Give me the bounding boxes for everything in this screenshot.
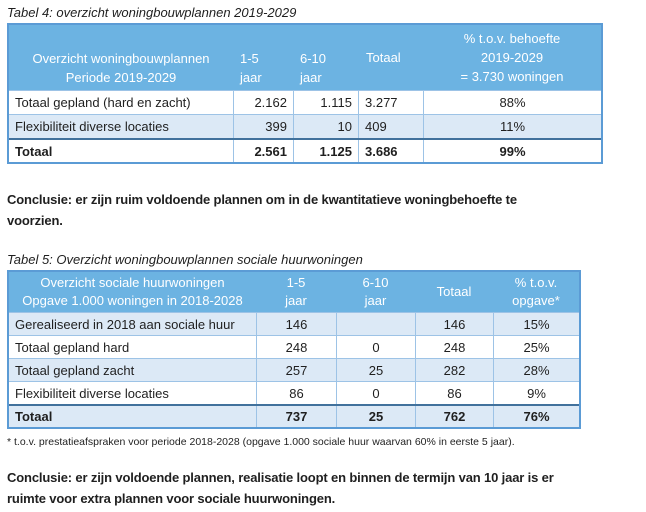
cell-totaal: 762 [415, 406, 493, 427]
cell-totaal: 3.686 [358, 140, 423, 162]
table4-header-row [9, 25, 601, 90]
cell-6-10-jaar: 1.115 [293, 91, 358, 114]
table5-title: Tabel 5: Overzicht woningbouwplannen sociale huurwoningen [7, 252, 363, 267]
table5-header-pct-line1: % t.o.v. [514, 275, 558, 290]
row-label: Totaal gepland hard [15, 339, 130, 355]
table4-header-totaal [358, 25, 423, 90]
row-label: Totaal [15, 143, 53, 159]
table4-header-percentage [423, 25, 601, 90]
cell-percentage: 11% [423, 115, 601, 138]
cell-6-10-jaar: 25 [336, 359, 415, 381]
table5-row-gepland-zacht [9, 358, 579, 381]
table4-header-6-10: 6-10 [300, 51, 327, 66]
conclusion-2-line1: Conclusie: er zijn voldoende plannen, realisatie loopt en binnen de termijn van 10 jaar is er [7, 470, 554, 485]
cell-1-5-jaar: 86 [256, 382, 336, 404]
table4-row-gepland [9, 90, 601, 114]
cell-1-5-jaar: 399 [233, 115, 293, 138]
table5-header-totaal [415, 272, 493, 312]
row-label: Totaal gepland (hard en zacht) [15, 95, 191, 110]
cell-6-10-jaar [336, 313, 415, 335]
table4-header-overview [9, 25, 233, 90]
cell-1-5-jaar: 248 [256, 336, 336, 358]
conclusion-1-line1: Conclusie: er zijn ruim voldoende plannen om in de kwantitatieve woningbehoefte te [7, 192, 517, 207]
table5 [7, 270, 581, 429]
table5-row-totaal [9, 404, 579, 427]
table4-header-1-5: 1-5 [240, 51, 259, 66]
row-label: Flexibiliteit diverse locaties [15, 119, 169, 134]
table5-header-row [9, 272, 579, 312]
cell-6-10-jaar: 0 [336, 336, 415, 358]
cell-percentage: 28% [493, 359, 579, 381]
table4-title: Tabel 4: overzicht woningbouwplannen 2019-2029 [7, 5, 297, 20]
cell-1-5-jaar: 146 [256, 313, 336, 335]
table5-header-1-5-jaar [256, 272, 336, 312]
table4-row-totaal [9, 138, 601, 162]
cell-percentage: 99% [423, 140, 601, 162]
table5-header-pct-line2: opgave* [512, 293, 560, 308]
cell-1-5-jaar: 257 [256, 359, 336, 381]
cell-totaal: 146 [415, 313, 493, 335]
table5-header-overview [9, 272, 256, 312]
table5-header-6-10-jaar [336, 272, 415, 312]
table4-row-flexibiliteit [9, 114, 601, 138]
cell-1-5-jaar: 737 [256, 406, 336, 427]
cell-1-5-jaar: 2.561 [233, 140, 293, 162]
row-label: Gerealiseerd in 2018 aan sociale huur [15, 316, 235, 332]
cell-percentage: 15% [493, 313, 579, 335]
cell-percentage: 25% [493, 336, 579, 358]
row-label: Flexibiliteit diverse locaties [15, 385, 169, 401]
table4-header-1-5-jaar [233, 25, 293, 90]
table4-header-totaal-label: Totaal [366, 50, 401, 65]
table5-header-1-5-unit: jaar [285, 293, 307, 308]
table5-footnote: * t.o.v. prestatieafspraken voor periode 2018-2028 (opgave 1.000 sociale huur waarvan 60% in eerste 5 jaar). [7, 436, 515, 448]
table4-header-6-10-unit: jaar [300, 70, 322, 85]
cell-totaal: 3.277 [358, 91, 423, 114]
table4-header-overview-line1: Overzicht woningbouwplannen [32, 51, 210, 66]
table5-row-flexibiliteit [9, 381, 579, 404]
table5-header-1-5: 1-5 [286, 275, 306, 290]
cell-percentage: 76% [493, 406, 579, 427]
cell-1-5-jaar: 2.162 [233, 91, 293, 114]
table4 [7, 23, 603, 164]
conclusion-1 [7, 189, 646, 231]
table4-header-6-10-jaar [293, 25, 358, 90]
table5-row-gerealiseerd [9, 312, 579, 335]
table4-header-pct-line1: % t.o.v. behoefte [463, 31, 561, 46]
table5-header-overview-line2: Opgave 1.000 woningen in 2018-2028 [22, 293, 243, 308]
cell-totaal: 86 [415, 382, 493, 404]
cell-totaal: 282 [415, 359, 493, 381]
cell-6-10-jaar: 25 [336, 406, 415, 427]
cell-percentage: 88% [423, 91, 601, 114]
row-label: Totaal gepland zacht [15, 362, 135, 378]
row-label: Totaal [15, 409, 53, 424]
cell-6-10-jaar: 0 [336, 382, 415, 404]
table5-header-overview-line1: Overzicht sociale huurwoningen [40, 275, 225, 290]
table4-header-pct-line3: = 3.730 woningen [460, 69, 564, 84]
table5-header-6-10: 6-10 [362, 275, 389, 290]
table5-header-6-10-unit: jaar [364, 293, 387, 308]
conclusion-2-line2: ruimte voor extra plannen voor sociale huurwoningen. [7, 491, 336, 506]
cell-percentage: 9% [493, 382, 579, 404]
table4-header-pct-line2: 2019-2029 [480, 50, 544, 65]
cell-totaal: 409 [358, 115, 423, 138]
cell-6-10-jaar: 10 [293, 115, 358, 138]
conclusion-2 [7, 467, 646, 509]
table4-header-overview-line2: Periode 2019-2029 [65, 70, 177, 85]
table5-header-totaal-label: Totaal [436, 284, 472, 299]
table5-row-gepland-hard [9, 335, 579, 358]
conclusion-1-line2: voorzien. [7, 213, 63, 228]
cell-6-10-jaar: 1.125 [293, 140, 358, 162]
cell-totaal: 248 [415, 336, 493, 358]
table4-header-1-5-unit: jaar [240, 70, 262, 85]
table5-header-percentage [493, 272, 579, 312]
